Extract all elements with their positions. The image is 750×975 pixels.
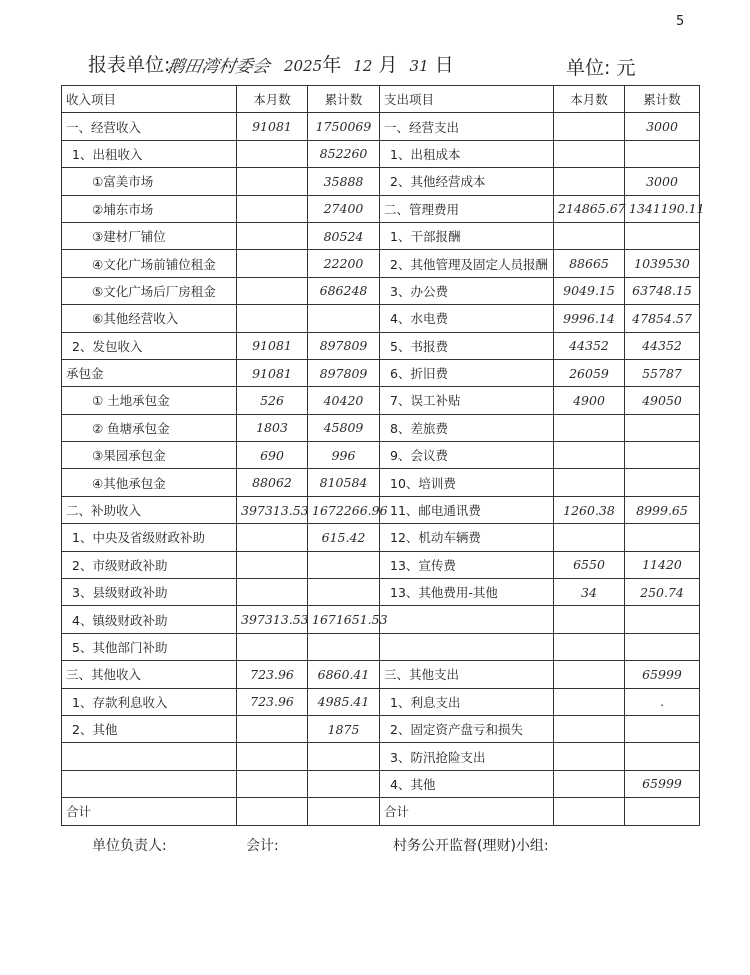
table-row [62,250,700,277]
expense-total-cell: 49050 [625,387,700,414]
expense-month-cell [554,414,625,441]
income-item-cell: 5、其他部门补助 [62,633,237,660]
table-row [62,277,700,304]
table-row [62,715,700,742]
expense-month-cell: 9049.15 [554,277,625,304]
income-month-cell: 1803 [237,414,308,441]
day-char: 日 [434,54,454,76]
income-month-cell [237,277,308,304]
expense-item-cell: 1、利息支出 [380,688,554,715]
income-item-cell: ① 土地承包金 [62,387,237,414]
expense-item-cell: 6、折旧费 [380,359,554,386]
income-total-cell: 897809 [308,359,380,386]
expense-month-cell [554,140,625,167]
table-row [62,770,700,797]
expense-total-cell [625,743,700,770]
table-row [62,332,700,359]
expense-month-cell [554,606,625,633]
income-item-cell: ⑥其他经营收入 [62,305,237,332]
income-total-cell [308,633,380,660]
expense-total-cell: 63748.15 [625,277,700,304]
table-row [62,496,700,523]
expense-total-cell [625,715,700,742]
table-row [62,633,700,660]
expense-item-cell: 5、书报费 [380,332,554,359]
income-item-cell [62,770,237,797]
income-month-cell: 723.96 [237,661,308,688]
income-month-cell [237,770,308,797]
table-row [62,469,700,496]
expense-total-cell: . [625,688,700,715]
expense-total-cell: 8999.65 [625,496,700,523]
expense-item-cell: 2、固定资产盘亏和损失 [380,715,554,742]
table-row [62,743,700,770]
expense-item-cell: 9、会议费 [380,442,554,469]
month-char: 月 [378,54,398,76]
income-month-cell [237,633,308,660]
income-month-cell [237,195,308,222]
header-income-item: 收入项目 [62,86,237,113]
expense-month-cell: 34 [554,579,625,606]
income-total-cell: 27400 [308,195,380,222]
expense-month-cell [554,633,625,660]
income-item-cell: ④其他承包金 [62,469,237,496]
expense-month-cell [554,661,625,688]
table-row [62,798,700,825]
income-item-cell: 一、经营收入 [62,113,237,140]
expense-item-cell: 10、培训费 [380,469,554,496]
income-total-cell: 897809 [308,332,380,359]
income-total-cell: 615.42 [308,524,380,551]
currency-unit: 单位: 元 [566,57,636,79]
income-item-cell: ④文化广场前铺位租金 [62,250,237,277]
table-row [62,359,700,386]
income-total-cell: 1750069 [308,113,380,140]
income-month-cell: 690 [237,442,308,469]
income-month-cell: 91081 [237,113,308,140]
income-item-cell: 1、出租收入 [62,140,237,167]
expense-item-cell: 13、宣传费 [380,551,554,578]
header-expense-item: 支出项目 [380,86,554,113]
expense-total-cell: 47854.57 [625,305,700,332]
income-item-cell: 二、补助收入 [62,496,237,523]
income-month-cell: 526 [237,387,308,414]
report-unit-label: 报表单位: [88,54,171,76]
expense-month-cell [554,168,625,195]
expense-month-cell [554,715,625,742]
expense-item-cell [380,633,554,660]
income-total-cell: 1672266.96 [308,496,380,523]
expense-month-cell [554,798,625,825]
income-month-cell: 91081 [237,332,308,359]
income-total-cell: 810584 [308,469,380,496]
expense-month-cell: 214865.67 [554,195,625,222]
expense-month-cell: 9996.14 [554,305,625,332]
expense-month-cell [554,222,625,249]
expense-month-cell: 88665 [554,250,625,277]
expense-total-cell: 65999 [625,770,700,797]
date-year: 2025 [284,57,323,75]
table-row [62,442,700,469]
table-row [62,195,700,222]
expense-item-cell: 4、其他 [380,770,554,797]
income-month-cell: 397313.53 [237,606,308,633]
expense-item-cell: 4、水电费 [380,305,554,332]
table-row [62,168,700,195]
expense-total-cell: 11420 [625,551,700,578]
expense-item-cell: 3、防汛抢险支出 [380,743,554,770]
income-month-cell [237,168,308,195]
expense-total-cell: 250.74 [625,579,700,606]
income-item-cell: 2、其他 [62,715,237,742]
expense-total-cell: 3000 [625,168,700,195]
income-month-cell: 723.96 [237,688,308,715]
income-total-cell: 6860.41 [308,661,380,688]
expense-month-cell [554,442,625,469]
report-unit-handwritten: 鹅田湾村委会 [165,57,272,77]
table-row [62,551,700,578]
table-row [62,113,700,140]
income-total-cell: 40420 [308,387,380,414]
table-row [62,579,700,606]
income-total-cell: 4985.41 [308,688,380,715]
income-item-cell: 2、市级财政补助 [62,551,237,578]
table-row [62,661,700,688]
expense-total-cell [625,222,700,249]
expense-total-cell [625,442,700,469]
expense-item-cell [380,606,554,633]
income-total-cell: 80524 [308,222,380,249]
expense-month-cell [554,524,625,551]
income-total-cell: 45809 [308,414,380,441]
income-total-cell: 22200 [308,250,380,277]
income-month-cell: 88062 [237,469,308,496]
income-item-cell [62,743,237,770]
income-month-cell [237,305,308,332]
table-row [62,414,700,441]
expense-item-cell: 2、其他经营成本 [380,168,554,195]
header-income-total: 累计数 [308,86,380,113]
income-item-cell: 承包金 [62,359,237,386]
expense-month-cell: 4900 [554,387,625,414]
expense-total-cell [625,140,700,167]
income-total-cell: 852260 [308,140,380,167]
expense-total-cell: 3000 [625,113,700,140]
income-month-cell [237,798,308,825]
income-total-cell: 686248 [308,277,380,304]
income-total-cell [308,798,380,825]
income-item-cell: ②埔东市场 [62,195,237,222]
expense-month-cell: 26059 [554,359,625,386]
income-total-cell: 35888 [308,168,380,195]
unit-head-label: 单位负责人: [92,838,167,854]
expense-month-cell: 44352 [554,332,625,359]
income-item-cell: ③建材厂铺位 [62,222,237,249]
income-total-cell: 996 [308,442,380,469]
income-total-cell [308,770,380,797]
expense-total-cell [625,524,700,551]
expense-item-cell: 13、其他费用-其他 [380,579,554,606]
table-row [62,222,700,249]
header-expense-total: 累计数 [625,86,700,113]
report-header [0,50,750,80]
income-month-cell [237,715,308,742]
income-total-cell [308,743,380,770]
expense-item-cell: 1、干部报酬 [380,222,554,249]
expense-total-cell: 44352 [625,332,700,359]
date-day: 31 [409,57,429,75]
income-item-cell: 3、县级财政补助 [62,579,237,606]
expense-item-cell: 1、出租成本 [380,140,554,167]
expense-total-cell [625,633,700,660]
expense-total-cell: 55787 [625,359,700,386]
table-row [62,524,700,551]
expense-month-cell [554,113,625,140]
income-item-cell: ⑤文化广场后厂房租金 [62,277,237,304]
expense-item-cell: 一、经营支出 [380,113,554,140]
income-item-cell: 三、其他收入 [62,661,237,688]
expense-month-cell: 1260.38 [554,496,625,523]
income-month-cell [237,579,308,606]
expense-total-cell [625,798,700,825]
page-number: 5 [676,14,685,29]
expense-item-cell: 2、其他管理及固定人员报酬 [380,250,554,277]
header-income-month: 本月数 [237,86,308,113]
expense-total-cell: 65999 [625,661,700,688]
expense-item-cell: 三、其他支出 [380,661,554,688]
income-total-cell: 1875 [308,715,380,742]
expense-month-cell [554,688,625,715]
date-month: 12 [353,57,373,75]
income-item-cell: ② 鱼塘承包金 [62,414,237,441]
expense-item-cell: 二、管理费用 [380,195,554,222]
expense-total-cell: 1341190.11 [625,195,700,222]
expense-month-cell: 6550 [554,551,625,578]
income-month-cell: 91081 [237,359,308,386]
expense-total-cell [625,414,700,441]
income-item-cell: 1、存款利息收入 [62,688,237,715]
income-item-cell: 合计 [62,798,237,825]
income-total-cell: 1671651.53 [308,606,380,633]
accountant-label: 会计: [246,838,279,854]
expense-total-cell [625,469,700,496]
income-month-cell [237,222,308,249]
table-row [62,305,700,332]
expense-item-cell: 12、机动车辆费 [380,524,554,551]
income-item-cell: 1、中央及省级财政补助 [62,524,237,551]
income-total-cell [308,579,380,606]
income-total-cell [308,551,380,578]
table-row [62,688,700,715]
table-header-row [62,86,700,113]
expense-item-cell: 7、误工补贴 [380,387,554,414]
expense-total-cell: 1039530 [625,250,700,277]
income-month-cell [237,551,308,578]
income-item-cell: ①富美市场 [62,168,237,195]
expense-item-cell: 合计 [380,798,554,825]
expense-month-cell [554,743,625,770]
income-month-cell [237,140,308,167]
report-date [284,50,454,77]
table-row [62,140,700,167]
expense-item-cell: 3、办公费 [380,277,554,304]
expense-total-cell [625,606,700,633]
supervision-group-label: 村务公开监督(理财)小组: [393,838,549,854]
income-item-cell: 4、镇级财政补助 [62,606,237,633]
income-item-cell: ③果园承包金 [62,442,237,469]
expense-month-cell [554,469,625,496]
income-expense-table [61,85,705,826]
expense-item-cell: 8、差旅费 [380,414,554,441]
income-month-cell [237,250,308,277]
header-expense-month: 本月数 [554,86,625,113]
table-row [62,606,700,633]
year-char: 年 [322,54,342,76]
table-row [62,387,700,414]
income-total-cell [308,305,380,332]
income-month-cell: 397313.53 [237,496,308,523]
income-month-cell [237,524,308,551]
income-month-cell [237,743,308,770]
expense-item-cell: 11、邮电通讯费 [380,496,554,523]
income-item-cell: 2、发包收入 [62,332,237,359]
expense-month-cell [554,770,625,797]
